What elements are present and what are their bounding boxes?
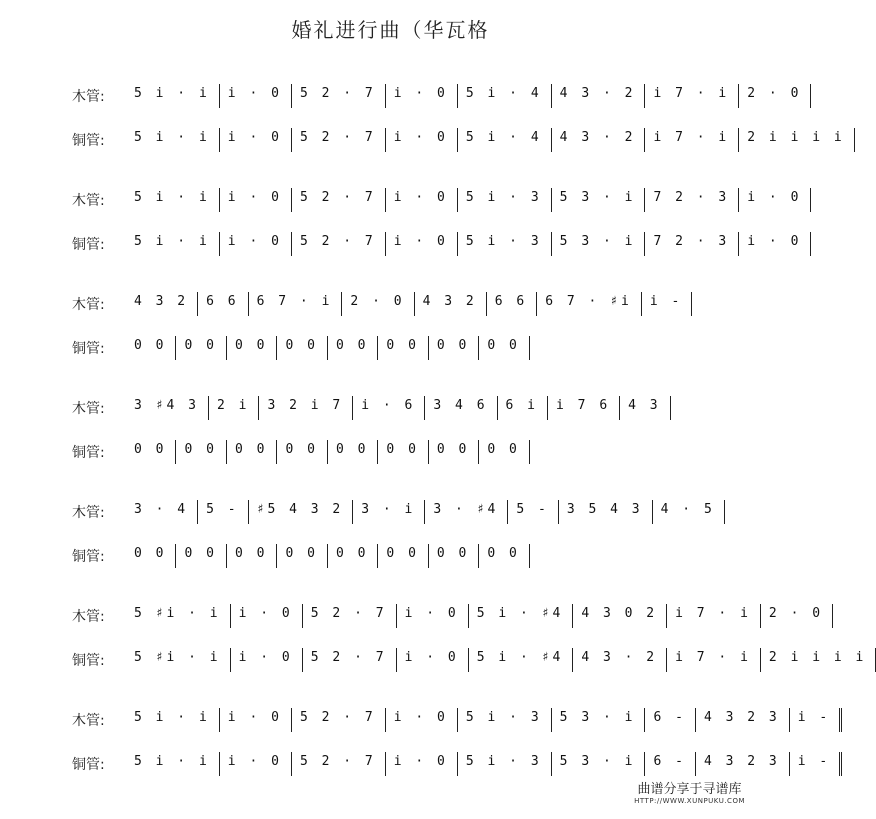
notation-text: 0 0 xyxy=(234,338,268,353)
measure xyxy=(428,544,478,568)
notation-text: i - xyxy=(797,754,831,769)
measure-list xyxy=(130,648,867,672)
notation-text: 6 - xyxy=(653,710,686,725)
measure xyxy=(258,396,352,420)
notation-text: i · 0 xyxy=(227,130,282,145)
measure-list xyxy=(130,544,781,568)
measure xyxy=(276,544,326,568)
measure xyxy=(457,752,551,776)
measure xyxy=(130,500,197,524)
notation-text: 6 6 xyxy=(494,294,528,309)
measure xyxy=(652,500,725,524)
notation-text: 4 3 2 3 xyxy=(703,710,780,725)
measure xyxy=(230,604,302,628)
staff-row xyxy=(0,188,802,212)
measure xyxy=(424,396,496,420)
notation-text: 0 0 xyxy=(184,442,217,457)
notation-text: 0 0 xyxy=(487,338,520,353)
measure xyxy=(507,500,557,524)
notation-text: 0 0 xyxy=(234,546,268,561)
notation-text: i · 0 xyxy=(747,190,802,205)
measure xyxy=(377,544,427,568)
instrument-label: 铜管: xyxy=(72,757,105,773)
instrument-label: 铜管: xyxy=(72,237,105,253)
notation-text: i · 0 xyxy=(393,234,448,249)
notation-text: 5 2 · 7 xyxy=(299,234,376,249)
measure xyxy=(644,232,738,256)
measure xyxy=(644,188,738,212)
notation-text: 0 0 xyxy=(386,442,419,457)
measure xyxy=(197,500,247,524)
measure xyxy=(377,440,427,464)
measure xyxy=(414,292,486,316)
notation-text: 3 · 4 xyxy=(134,502,189,517)
instrument-label: 木管: xyxy=(72,193,105,209)
measure-list xyxy=(130,292,781,316)
notation-text: 2 i xyxy=(216,398,250,413)
notation-text: 2 · 0 xyxy=(747,86,802,101)
measure xyxy=(341,292,413,316)
notation-text: 3 5 4 3 xyxy=(566,502,643,517)
measure xyxy=(291,84,385,108)
notation-text: 5 2 · 7 xyxy=(299,710,376,725)
measure xyxy=(551,708,645,732)
notation-text: 0 0 xyxy=(386,338,419,353)
notation-text: 0 0 xyxy=(184,338,217,353)
measure xyxy=(760,604,833,628)
measure xyxy=(641,292,692,316)
notation-text: 5 i · i xyxy=(134,190,210,205)
notation-text: 4 · 5 xyxy=(660,502,715,517)
measure-list xyxy=(130,188,802,212)
measure xyxy=(457,84,551,108)
notation-text: 5 ♯i · i xyxy=(134,650,221,665)
measure xyxy=(226,336,276,360)
measure xyxy=(352,500,424,524)
notation-text: 5 i · 4 xyxy=(465,86,542,101)
notation-text: 3 · ♯4 xyxy=(433,502,499,517)
notation-text: 4 3 2 3 xyxy=(703,754,780,769)
measure-list xyxy=(130,752,831,776)
measure xyxy=(396,604,468,628)
notation-text: 6 - xyxy=(653,754,686,769)
measure xyxy=(219,84,291,108)
measure xyxy=(175,544,225,568)
measure xyxy=(130,84,219,108)
staff-row xyxy=(0,396,781,420)
notation-text: 2 i i i i xyxy=(747,130,845,145)
notation-text: 5 i · 3 xyxy=(465,234,542,249)
measure-list xyxy=(130,84,802,108)
notation-text: 5 i · 3 xyxy=(465,710,542,725)
staff-row xyxy=(0,648,867,672)
notation-text: 5 - xyxy=(516,502,549,517)
notation-text: ♯5 4 3 2 xyxy=(256,502,344,517)
measure xyxy=(385,84,457,108)
measure xyxy=(219,128,291,152)
measure xyxy=(547,396,619,420)
measure xyxy=(385,128,457,152)
instrument-label: 木管: xyxy=(72,505,105,521)
instrument-label: 铜管: xyxy=(72,445,105,461)
notation-text: 5 2 · 7 xyxy=(299,754,376,769)
measure xyxy=(291,128,385,152)
notation-text: i · 0 xyxy=(238,606,293,621)
notation-text: i · 0 xyxy=(404,606,459,621)
measure xyxy=(219,708,291,732)
measure xyxy=(644,128,738,152)
measure xyxy=(760,648,876,672)
measure xyxy=(248,500,353,524)
measure xyxy=(276,336,326,360)
notation-text: 3 2 i 7 xyxy=(267,398,344,413)
notation-text: 5 3 · i xyxy=(559,234,636,249)
measure xyxy=(385,752,457,776)
notation-text: i · 0 xyxy=(238,650,293,665)
notation-text: 4 3 · 2 xyxy=(559,130,636,145)
notation-text: 5 ♯i · i xyxy=(134,606,221,621)
notation-text: 5 3 · i xyxy=(559,754,636,769)
measure xyxy=(130,188,219,212)
staff-row xyxy=(0,708,831,732)
notation-text: 5 i · i xyxy=(134,86,210,101)
notation-text: 3 · i xyxy=(361,502,416,517)
measure xyxy=(468,604,573,628)
measure xyxy=(219,752,291,776)
notation-text: 7 2 · 3 xyxy=(653,234,730,249)
measure xyxy=(302,604,396,628)
notation-text: 5 2 · 7 xyxy=(299,130,376,145)
measure xyxy=(291,708,385,732)
measure xyxy=(130,128,219,152)
measure xyxy=(457,708,551,732)
notation-text: 6 i xyxy=(505,398,539,413)
staff-row xyxy=(0,544,781,568)
measure xyxy=(695,752,789,776)
notation-text: 5 i · ♯4 xyxy=(476,606,564,621)
staff-row xyxy=(0,84,802,108)
notation-text: 2 i i i i xyxy=(768,650,867,665)
notation-text: 0 0 xyxy=(335,442,369,457)
measure xyxy=(130,544,175,568)
staff-row xyxy=(0,336,781,360)
notation-text: i · 0 xyxy=(227,710,282,725)
notation-text: 0 0 xyxy=(134,442,167,457)
notation-text: 0 0 xyxy=(285,338,318,353)
measure xyxy=(478,440,529,464)
notation-text: i · 0 xyxy=(393,130,448,145)
measure xyxy=(738,232,811,256)
measure xyxy=(248,292,342,316)
measure xyxy=(130,708,219,732)
notation-text: 0 0 xyxy=(335,546,369,561)
measure xyxy=(219,188,291,212)
measure xyxy=(130,396,208,420)
notation-text: 0 0 xyxy=(386,546,419,561)
notation-text: i · 0 xyxy=(227,754,282,769)
notation-text: 4 3 2 xyxy=(134,294,189,309)
notation-text: 5 3 · i xyxy=(559,710,636,725)
notation-text: 5 i · 3 xyxy=(465,754,542,769)
measure xyxy=(644,752,694,776)
measure xyxy=(486,292,536,316)
notation-text: 0 0 xyxy=(487,442,520,457)
notation-text: 0 0 xyxy=(335,338,369,353)
staff-row xyxy=(0,232,802,256)
measure-list xyxy=(130,500,781,524)
measure xyxy=(385,232,457,256)
measure xyxy=(572,648,666,672)
measure xyxy=(226,440,276,464)
measure xyxy=(385,708,457,732)
notation-text: 0 0 xyxy=(285,442,318,457)
notation-text: 6 6 xyxy=(206,294,239,309)
measure xyxy=(130,232,219,256)
notation-text: 4 3 0 2 xyxy=(581,606,658,621)
measure xyxy=(130,648,230,672)
notation-text: i 7 · i xyxy=(675,650,751,665)
notation-text: i · 0 xyxy=(393,190,448,205)
notation-text: 5 3 · i xyxy=(559,190,636,205)
measure xyxy=(457,232,551,256)
measure xyxy=(130,336,175,360)
notation-text: 5 2 · 7 xyxy=(299,86,376,101)
measure xyxy=(644,84,738,108)
notation-text: 6 7 · ♯i xyxy=(545,294,632,309)
notation-text: 5 i · ♯4 xyxy=(476,650,564,665)
measure xyxy=(327,440,377,464)
staff-row xyxy=(0,440,781,464)
measure xyxy=(208,396,258,420)
measure xyxy=(478,544,529,568)
measure xyxy=(291,752,385,776)
measure xyxy=(302,648,396,672)
notation-text: 4 3 2 xyxy=(422,294,477,309)
measure-list xyxy=(130,336,781,360)
measure xyxy=(352,396,424,420)
notation-text: 5 i · 4 xyxy=(465,130,542,145)
instrument-label: 铜管: xyxy=(72,653,105,669)
notation-text: 0 0 xyxy=(234,442,268,457)
measure xyxy=(695,708,789,732)
measure xyxy=(789,708,842,732)
measure xyxy=(478,336,529,360)
notation-text: 5 i · i xyxy=(134,130,210,145)
measure xyxy=(497,396,547,420)
measure xyxy=(457,188,551,212)
measure-list xyxy=(130,396,781,420)
measure xyxy=(130,292,197,316)
notation-text: 4 3 xyxy=(628,398,661,413)
staff-row xyxy=(0,500,781,524)
notation-text: i · 0 xyxy=(227,86,282,101)
watermark-text: 曲谱分享于寻谱库 xyxy=(637,782,742,797)
measure xyxy=(551,128,645,152)
notation-text: 5 2 · 7 xyxy=(310,606,387,621)
notation-text: 0 0 xyxy=(134,546,167,561)
notation-text: i · 0 xyxy=(227,234,282,249)
notation-text: 5 i · 3 xyxy=(465,190,542,205)
notation-text: i 7 · i xyxy=(653,130,730,145)
notation-text: 3 ♯4 3 xyxy=(134,398,199,413)
measure xyxy=(175,440,225,464)
measure xyxy=(536,292,641,316)
notation-text: 6 7 · i xyxy=(256,294,333,309)
instrument-label: 木管: xyxy=(72,713,105,729)
notation-text: i 7 · i xyxy=(653,86,730,101)
measure xyxy=(572,604,666,628)
measure xyxy=(619,396,670,420)
measure xyxy=(226,544,276,568)
notation-text: i - xyxy=(797,710,831,725)
notation-text: 4 3 · 2 xyxy=(559,86,636,101)
measure-list xyxy=(130,232,802,256)
measure xyxy=(424,500,507,524)
notation-text: 0 0 xyxy=(436,338,470,353)
instrument-label: 木管: xyxy=(72,401,105,417)
measure xyxy=(175,336,225,360)
notation-text: 0 0 xyxy=(285,546,318,561)
notation-text: i - xyxy=(649,294,683,309)
measure xyxy=(396,648,468,672)
notation-text: 5 - xyxy=(206,502,239,517)
notation-text: 5 i · i xyxy=(134,754,210,769)
measure xyxy=(551,188,645,212)
measure xyxy=(468,648,573,672)
notation-text: 0 0 xyxy=(436,442,470,457)
measure xyxy=(291,232,385,256)
instrument-label: 木管: xyxy=(72,297,105,313)
notation-text: i · 0 xyxy=(393,710,448,725)
notation-text: 0 0 xyxy=(487,546,520,561)
notation-text: 0 0 xyxy=(184,546,217,561)
notation-text: i 7 · i xyxy=(675,606,751,621)
notation-text: i · 6 xyxy=(361,398,416,413)
notation-text: i · 0 xyxy=(393,754,448,769)
measure xyxy=(666,604,760,628)
measure-list xyxy=(130,440,781,464)
measure xyxy=(789,752,842,776)
staff-row xyxy=(0,292,781,316)
measure xyxy=(385,188,457,212)
measure xyxy=(738,84,811,108)
measure xyxy=(291,188,385,212)
notation-text: i 7 6 xyxy=(556,398,611,413)
notation-text: 0 0 xyxy=(436,546,470,561)
notation-text: 5 2 · 7 xyxy=(310,650,387,665)
notation-text: i · 0 xyxy=(747,234,802,249)
notation-text: i · 0 xyxy=(393,86,448,101)
watermark-url: HTTP://WWW.XUNPUKU.COM xyxy=(634,797,745,805)
measure xyxy=(428,336,478,360)
notation-text: 0 0 xyxy=(134,338,167,353)
staff-row xyxy=(0,604,824,628)
instrument-label: 木管: xyxy=(72,89,105,105)
measure xyxy=(327,336,377,360)
measure xyxy=(197,292,247,316)
measure xyxy=(327,544,377,568)
measure xyxy=(551,232,645,256)
measure-list xyxy=(130,128,845,152)
notation-text: 3 4 6 xyxy=(433,398,488,413)
measure xyxy=(130,604,230,628)
measure xyxy=(230,648,302,672)
measure xyxy=(219,232,291,256)
measure xyxy=(276,440,326,464)
staff-row xyxy=(0,128,845,152)
score-title: 婚礼进行曲（华瓦格 xyxy=(291,18,490,42)
measure-list xyxy=(130,604,824,628)
instrument-label: 铜管: xyxy=(72,549,105,565)
staff-row xyxy=(0,752,831,776)
measure xyxy=(377,336,427,360)
notation-text: 5 i · i xyxy=(134,710,210,725)
measure-list xyxy=(130,708,831,732)
instrument-label: 木管: xyxy=(72,609,105,625)
measure xyxy=(130,752,219,776)
watermark xyxy=(634,778,745,805)
notation-text: i · 0 xyxy=(404,650,459,665)
measure xyxy=(644,708,694,732)
instrument-label: 铜管: xyxy=(72,341,105,357)
measure xyxy=(738,128,854,152)
measure xyxy=(130,440,175,464)
notation-text: i · 0 xyxy=(227,190,282,205)
measure xyxy=(738,188,811,212)
notation-text: 2 · 0 xyxy=(768,606,824,621)
measure xyxy=(428,440,478,464)
measure xyxy=(551,752,645,776)
notation-text: 5 i · i xyxy=(134,234,210,249)
measure xyxy=(666,648,760,672)
instrument-label: 铜管: xyxy=(72,133,105,149)
measure xyxy=(457,128,551,152)
measure xyxy=(551,84,645,108)
notation-text: 4 3 · 2 xyxy=(581,650,658,665)
measure xyxy=(558,500,652,524)
notation-text: 2 · 0 xyxy=(350,294,405,309)
notation-text: 5 2 · 7 xyxy=(299,190,376,205)
notation-text: 7 2 · 3 xyxy=(653,190,730,205)
